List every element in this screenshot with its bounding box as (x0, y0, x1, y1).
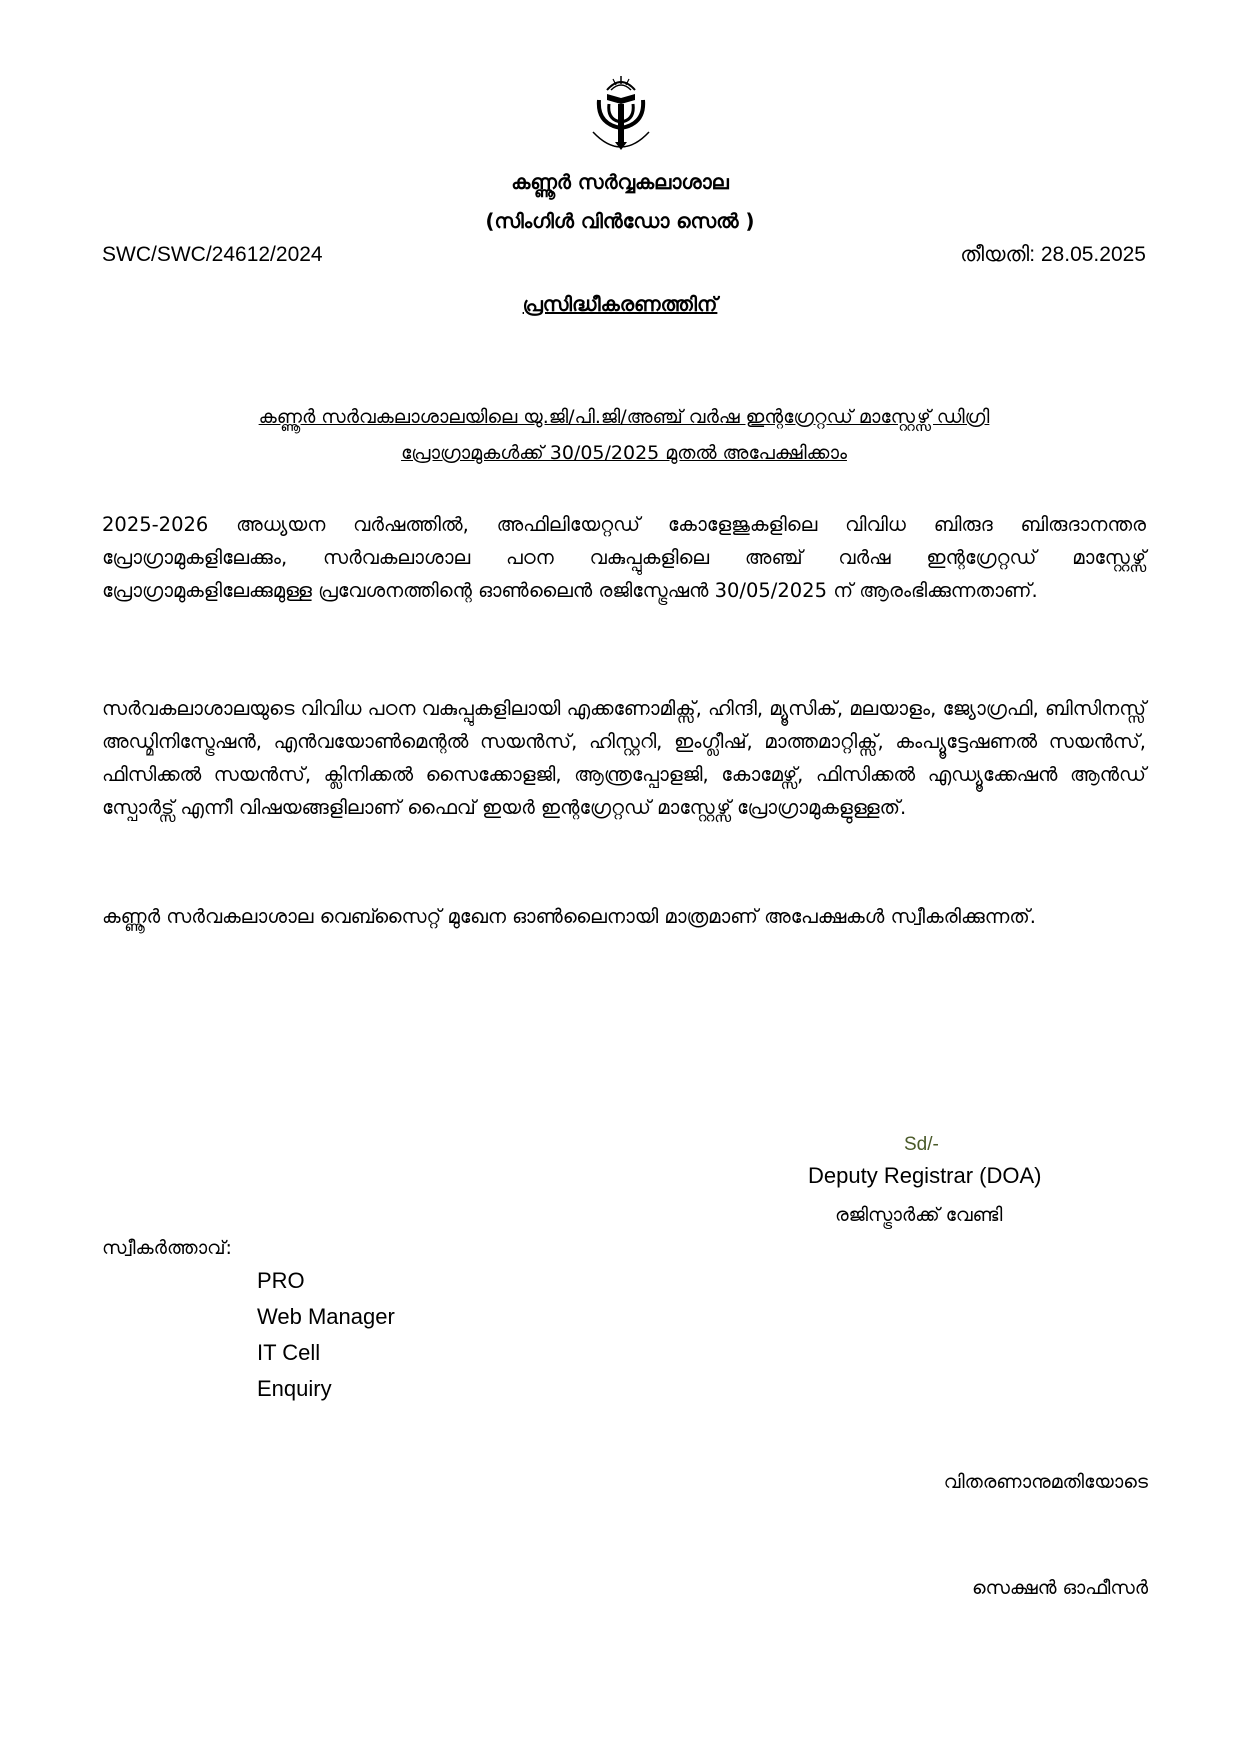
recipients-label: സ്വീകർത്താവ്: (102, 1237, 232, 1259)
signatory-on-behalf: രജിസ്ട്രാർക്ക് വേണ്ടി (835, 1204, 1003, 1226)
signature-sd: Sd/- (904, 1134, 939, 1155)
signatory-designation: Deputy Registrar (DOA) (808, 1163, 1042, 1188)
paragraph-registration: 2025-2026 അധ്യയന വർഷത്തിൽ, അഫിലിയേറ്റഡ് കോളേജുകളിലെ വിവിധ ബിരുദ ബിരുദാനന്തര പ്രോഗ്രാമുകളിലേക്കും, സർവകലാശാല പഠന വകുപ്പുകളിലെ അഞ്ച് വർഷ ഇന്റഗ്രേറ്റഡ് മാസ്റ്റേഴ്സ് പ്രോഗ്രാമുകളിലേക്കുമുള്ള പ്രവേശനത്തിന്റെ ഓൺലൈൻ രജിസ്ട്രേഷൻ 30/05/2025 ന് ആരംഭിക്കുന്നതാണ്. (102, 513, 1146, 602)
section-officer: സെക്ഷൻ ഓഫീസർ (971, 1577, 1148, 1599)
university-name: കണ്ണൂർ സർവ്വകലാശാല (511, 170, 729, 194)
subject-heading (102, 399, 1146, 471)
publication-heading: പ്രസിദ്ധീകരണത്തിന് (522, 292, 718, 316)
subject-line-2: പ്രോഗ്രാമുകൾക്ക് 30/05/2025 മുതൽ അപേക്ഷിക്കാം (401, 442, 847, 464)
recipient-item: IT Cell (257, 1340, 321, 1365)
cell-name: (സിംഗിൾ വിൻഡോ സെൽ ) (485, 209, 755, 233)
reference-number: SWC/SWC/24612/2024 (102, 243, 323, 266)
recipient-item: Web Manager (257, 1304, 395, 1329)
recipient-item: Enquiry (257, 1376, 332, 1401)
subject-line-1: കണ്ണൂർ സർവകലാശാലയിലെ യു.ജി/പി.ജി/അഞ്ച് വർഷ ഇന്റഗ്രേറ്റഡ് മാസ്റ്റേഴ്സ് ഡിഗ്രി (258, 406, 990, 428)
recipients-list (257, 1263, 395, 1407)
university-emblem-icon (585, 70, 657, 162)
paragraph-departments: സർവകലാശാലയുടെ വിവിധ പഠന വകുപ്പുകളിലായി എക്കണോമിക്സ്, ഹിന്ദി, മ്യൂസിക്, മലയാളം, ജ്യോഗ്രഫി, ബിസിനസ്സ് അഡ്മിനിസ്ട്രേഷൻ, എൻവയോൺമെന്റൽ സയൻസ്, ഹിസ്റ്ററി, ഇംഗ്ലീഷ്, മാത്തമാറ്റിക്സ്, കംപ്യൂട്ടേഷണൽ സയൻസ്, ഫിസിക്കൽ സയൻസ്, ക്ലിനിക്കൽ സൈക്കോളജി, ആന്ത്രപ്പോളജി, കോമേഴ്സ്, ഫിസിക്കൽ എഡ്യൂക്കേഷൻ ആൻഡ് സ്പോർട്സ് എന്നീ വിഷയങ്ങളിലാണ് ഫൈവ് ഇയർ ഇന്റഗ്രേറ്റഡ് മാസ്റ്റേഴ്സ് പ്രോഗ്രാമുകളുള്ളത്. (102, 697, 1146, 819)
document-date: തീയതി: 28.05.2025 (960, 243, 1146, 266)
distribution-approval: വിതരണാനുമതിയോടെ (943, 1471, 1148, 1493)
paragraph-online-only: കണ്ണൂർ സർവകലാശാല വെബ്സൈറ്റ് മുഖേന ഓൺലൈനായി മാത്രമാണ് അപേക്ഷകൾ സ്വീകരിക്കുന്നത്. (102, 905, 1036, 928)
recipient-item: PRO (257, 1268, 305, 1293)
